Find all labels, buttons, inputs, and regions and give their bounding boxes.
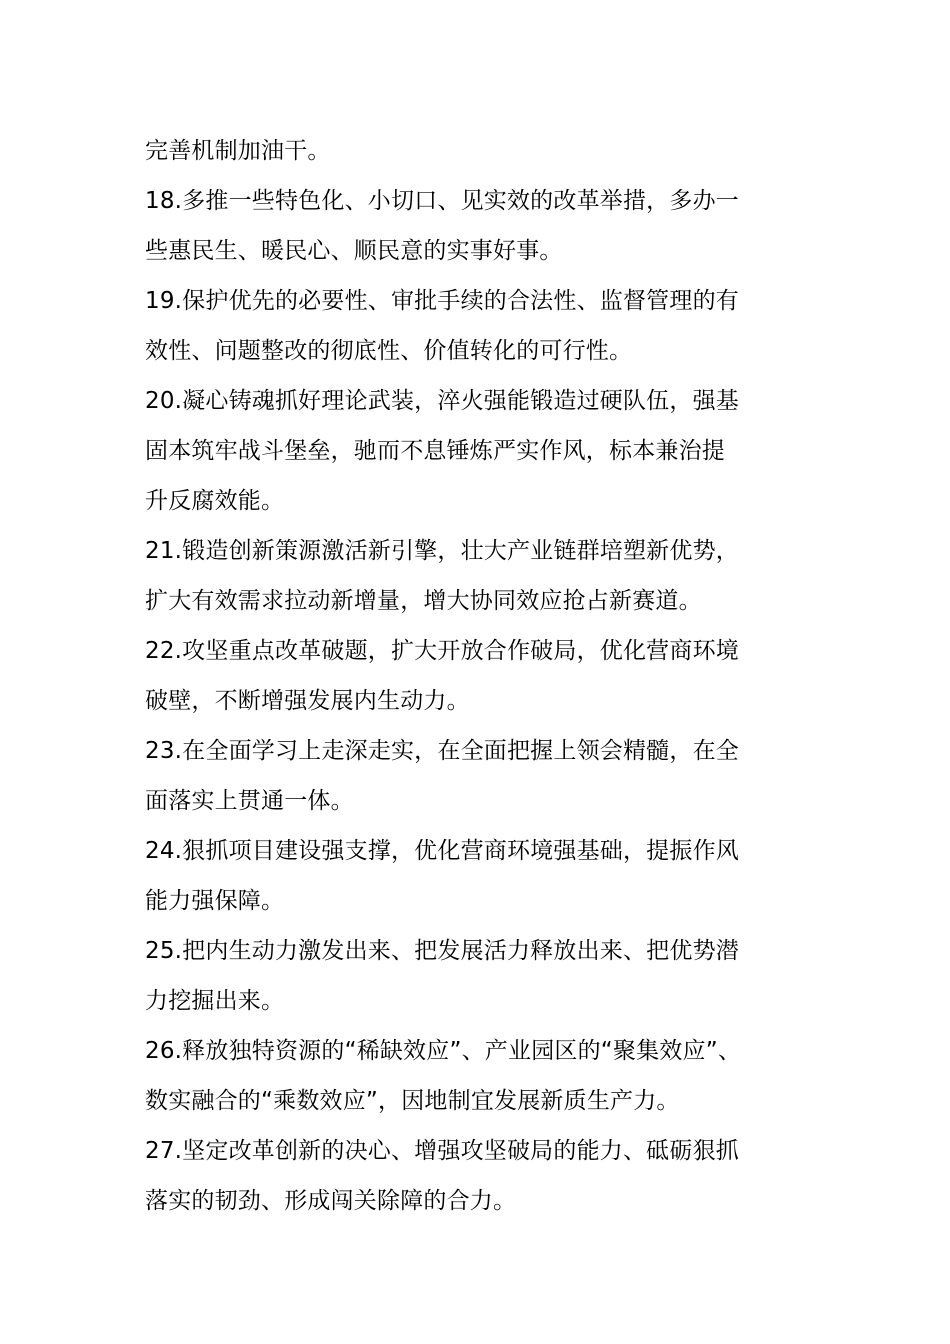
paragraph-item-25 bbox=[145, 926, 810, 1026]
text-line: 24.狠抓项目建设强支撑，优化营商环境强基础，提振作风 bbox=[145, 838, 739, 864]
text-line: 数实融合的“乘数效应”，因地制宜发展新质生产力。 bbox=[145, 1088, 680, 1114]
paragraph-continuation bbox=[145, 126, 810, 176]
text-line: 力挖掘出来。 bbox=[145, 988, 285, 1014]
text-line: 23.在全面学习上走深走实，在全面把握上领会精髓，在全 bbox=[145, 738, 739, 764]
document-body bbox=[145, 126, 810, 1226]
text-line: 20.凝心铸魂抓好理论武装，淬火强能锻造过硬队伍，强基 bbox=[145, 388, 739, 414]
text-line: 21.锻造创新策源激活新引擎，壮大产业链群培塑新优势， bbox=[145, 538, 739, 564]
paragraph-item-22 bbox=[145, 626, 810, 726]
text-line: 扩大有效需求拉动新增量，增大协同效应抢占新赛道。 bbox=[145, 588, 702, 614]
text-line: 面落实上贯通一体。 bbox=[145, 788, 354, 814]
paragraph-item-20 bbox=[145, 376, 810, 526]
text-line: 18.多推一些特色化、小切口、见实效的改革举措，多办一 bbox=[145, 188, 739, 214]
paragraph-item-23 bbox=[145, 726, 810, 826]
text-line: 27.坚定改革创新的决心、增强攻坚破局的能力、砥砺狠抓 bbox=[145, 1138, 739, 1164]
paragraph-item-27 bbox=[145, 1126, 810, 1226]
text-line: 25.把内生动力激发出来、把发展活力释放出来、把优势潜 bbox=[145, 938, 739, 964]
text-line: 破壁，不断增强发展内生动力。 bbox=[145, 688, 470, 714]
text-line: 升反腐效能。 bbox=[145, 488, 285, 514]
text-line: 固本筑牢战斗堡垒，驰而不息锤炼严实作风，标本兼治提 bbox=[145, 438, 725, 464]
text-line: 19.保护优先的必要性、审批手续的合法性、监督管理的有 bbox=[145, 288, 739, 314]
text-line: 完善机制加油干。 bbox=[145, 138, 331, 164]
paragraph-item-18 bbox=[145, 176, 810, 276]
paragraph-item-24 bbox=[145, 826, 810, 926]
paragraph-item-21 bbox=[145, 526, 810, 626]
paragraph-item-19 bbox=[145, 276, 810, 376]
text-line: 26.释放独特资源的“稀缺效应”、产业园区的“聚集效应”、 bbox=[145, 1038, 742, 1064]
text-line: 效性、问题整改的彻底性、价值转化的可行性。 bbox=[145, 338, 633, 364]
text-line: 能力强保障。 bbox=[145, 888, 285, 914]
paragraph-item-26 bbox=[145, 1026, 810, 1126]
text-line: 22.攻坚重点改革破题，扩大开放合作破局，优化营商环境 bbox=[145, 638, 739, 664]
text-line: 落实的韧劲、形成闯关除障的合力。 bbox=[145, 1188, 517, 1214]
text-line: 些惠民生、暖民心、顺民意的实事好事。 bbox=[145, 238, 563, 264]
